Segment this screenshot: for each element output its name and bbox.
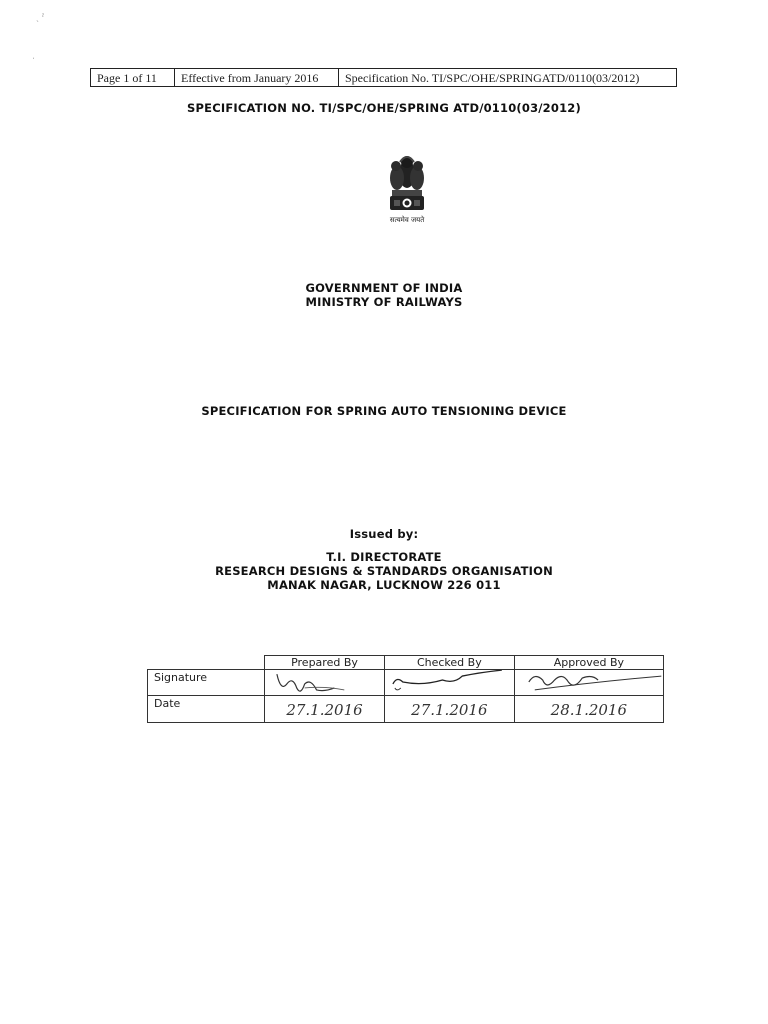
approved-date-cell xyxy=(514,696,663,723)
column-checked-by: Checked By xyxy=(384,656,514,670)
effective-date: Effective from January 2016 xyxy=(175,69,339,86)
empty-header-cell xyxy=(148,656,265,670)
handwritten-signature-icon xyxy=(265,670,384,695)
handwritten-signature-icon xyxy=(385,670,514,695)
issued-by-label: Issued by: xyxy=(349,527,419,541)
page-number: Page 1 of 11 xyxy=(91,69,175,86)
page-header xyxy=(90,68,677,87)
issuer-address: MANAK NAGAR, LUCKNOW 226 011 xyxy=(267,578,501,592)
national-emblem-icon xyxy=(380,152,434,230)
signature-label: Signature xyxy=(148,670,265,696)
prepared-date-cell xyxy=(265,696,385,723)
ministry-line: MINISTRY OF RAILWAYS xyxy=(305,295,463,309)
document-title: SPECIFICATION FOR SPRING AUTO TENSIONING DEVICE xyxy=(201,404,567,418)
checked-date-cell xyxy=(384,696,514,723)
spec-reference: Specification No. TI/SPC/OHE/SPRINGATD/0110(03/2012) xyxy=(345,71,640,85)
column-approved-by: Approved By xyxy=(514,656,663,670)
date-label: Date xyxy=(148,696,265,723)
scan-mark: ˏ ˀ xyxy=(36,13,45,23)
checked-date: 27.1.2016 xyxy=(411,701,488,719)
scan-mark: ˑ xyxy=(32,55,36,65)
handwritten-signature-icon xyxy=(515,670,663,695)
prepared-date: 27.1.2016 xyxy=(286,701,363,719)
issuer-organisation: RESEARCH DESIGNS & STANDARDS ORGANISATION xyxy=(215,564,553,578)
emblem-motto: सत्यमेव जयते xyxy=(389,216,425,224)
spec-number-title: SPECIFICATION NO. TI/SPC/OHE/SPRING ATD/0110(03/2012) xyxy=(187,101,581,115)
approved-date: 28.1.2016 xyxy=(550,701,628,719)
column-prepared-by: Prepared By xyxy=(265,656,385,670)
checked-signature xyxy=(384,670,514,696)
approval-table xyxy=(147,655,664,723)
prepared-signature xyxy=(265,670,385,696)
issuer-directorate: T.I. DIRECTORATE xyxy=(326,550,442,564)
approved-signature xyxy=(514,670,663,696)
government-line: GOVERNMENT OF INDIA xyxy=(305,281,463,295)
